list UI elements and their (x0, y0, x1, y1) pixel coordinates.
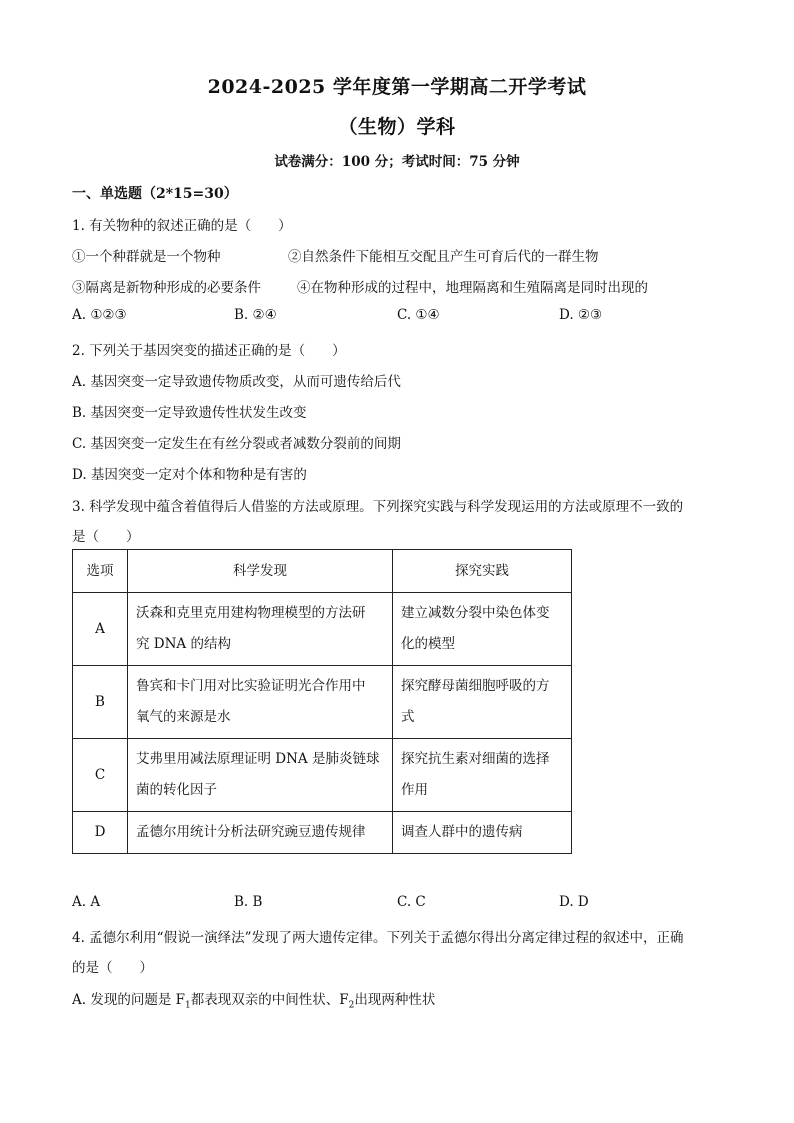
q4-stem-line-1: 4. 孟德尔利用“假说一演绎法”发现了两大遗传定律。下列关于孟德尔得出分离定律过程的叙述中，正确 (72, 930, 684, 946)
q2-option-c: C. 基因突变一定发生在有丝分裂或者减数分裂前的间期 (72, 436, 401, 452)
q2-stem: 2. 下列关于基因突变的描述正确的是（ ） (72, 343, 346, 359)
discovery-line: 菌的转化因子 (136, 782, 217, 798)
practice-line: 探究抗生素对细菌的选择 (401, 751, 550, 767)
q1-option-d: D. ②③ (559, 307, 603, 323)
table-row (73, 593, 572, 666)
table-header-row (73, 550, 572, 593)
q4-option-a (72, 988, 435, 1011)
discovery-line: 鲁宾和卡门用对比实验证明光合作用中 (136, 678, 366, 694)
practice-line: 探究酵母菌细胞呼吸的方 (401, 678, 550, 694)
discovery-line: 究 DNA 的结构 (136, 636, 231, 652)
q2-option-b: B. 基因突变一定导致遗传性状发生改变 (72, 405, 307, 421)
table-row (73, 739, 572, 812)
q1-option-b: B. ②④ (234, 307, 277, 323)
row-option: D (73, 812, 128, 854)
q1-option-a: A. ①②③ (72, 307, 127, 323)
row-practice (393, 812, 572, 854)
q3-option-a: A. A (72, 894, 101, 910)
row-option: B (73, 666, 128, 739)
q4-option-a-text: A. 发现的问题是 F (72, 992, 185, 1008)
q3-stem-line-2: 是（ ） (72, 529, 140, 545)
exam-info: 试卷满分：100 分；考试时间：75 分钟 (274, 154, 520, 170)
q4-option-a-text: 出现两种性状 (354, 992, 436, 1008)
practice-line: 建立减数分裂中染色体变 (401, 605, 550, 621)
q2-option-d: D. 基因突变一定对个体和物种是有害的 (72, 467, 307, 483)
row-option: C (73, 739, 128, 812)
q1-option-c: C. ①④ (397, 307, 440, 323)
row-practice (393, 666, 572, 739)
q4-stem-line-2: 的是（ ） (72, 960, 153, 976)
row-discovery (128, 593, 393, 666)
table-row (73, 666, 572, 739)
row-option: A (73, 593, 128, 666)
row-discovery (128, 739, 393, 812)
q3-option-d: D. D (559, 894, 589, 910)
q1-statement-2: ②自然条件下能相互交配且产生可育后代的一群生物 (288, 249, 599, 265)
q1-statement-1: ①一个种群就是一个物种 (72, 249, 221, 265)
row-discovery (128, 812, 393, 854)
q4-option-a-sub: 1 (185, 1000, 191, 1011)
discovery-line: 艾弗里用减法原理证明 DNA 是肺炎链球 (136, 751, 380, 767)
q1-statement-4: ④在物种形成的过程中，地理隔离和生殖隔离是同时出现的 (297, 280, 648, 296)
practice-line: 化的模型 (401, 636, 455, 652)
q3-stem-line-1: 3. 科学发现中蕴含着值得后人借鉴的方法或原理。下列探究实践与科学发现运用的方法或原理不一致的 (72, 499, 684, 515)
q2-option-a: A. 基因突变一定导致遗传物质改变，从而可遗传给后代 (72, 374, 401, 390)
q4-option-a-text: 都表现双亲的中间性状、F (190, 992, 349, 1008)
row-discovery (128, 666, 393, 739)
q4-option-a-sub: 2 (348, 1000, 355, 1011)
table-header-cell: 科学发现 (128, 550, 393, 593)
discovery-line: 氧气的来源是水 (136, 709, 231, 725)
q3-option-b: B. B (234, 894, 263, 910)
exam-title: 2024-2025 学年度第一学期高二开学考试 (207, 76, 587, 98)
section-heading: 一、单选题（2*15=30） (72, 186, 238, 202)
practice-line: 式 (401, 709, 415, 725)
q3-table (72, 549, 572, 854)
table-row (73, 812, 572, 854)
table-header-cell: 探究实践 (393, 550, 572, 593)
row-practice (393, 593, 572, 666)
exam-subject: （生物）学科 (338, 116, 456, 138)
row-practice (393, 739, 572, 812)
practice-line: 调查人群中的遗传病 (401, 824, 523, 840)
practice-line: 作用 (401, 782, 428, 798)
discovery-line: 孟德尔用统计分析法研究豌豆遗传规律 (136, 824, 366, 840)
discovery-line: 沃森和克里克用建构物理模型的方法研 (136, 605, 366, 621)
table-header-cell: 选项 (73, 550, 128, 593)
q1-stem: 1. 有关物种的叙述正确的是（ ） (72, 218, 292, 234)
q1-statement-3: ③隔离是新物种形成的必要条件 (72, 280, 261, 296)
q3-option-c: C. C (397, 894, 426, 910)
